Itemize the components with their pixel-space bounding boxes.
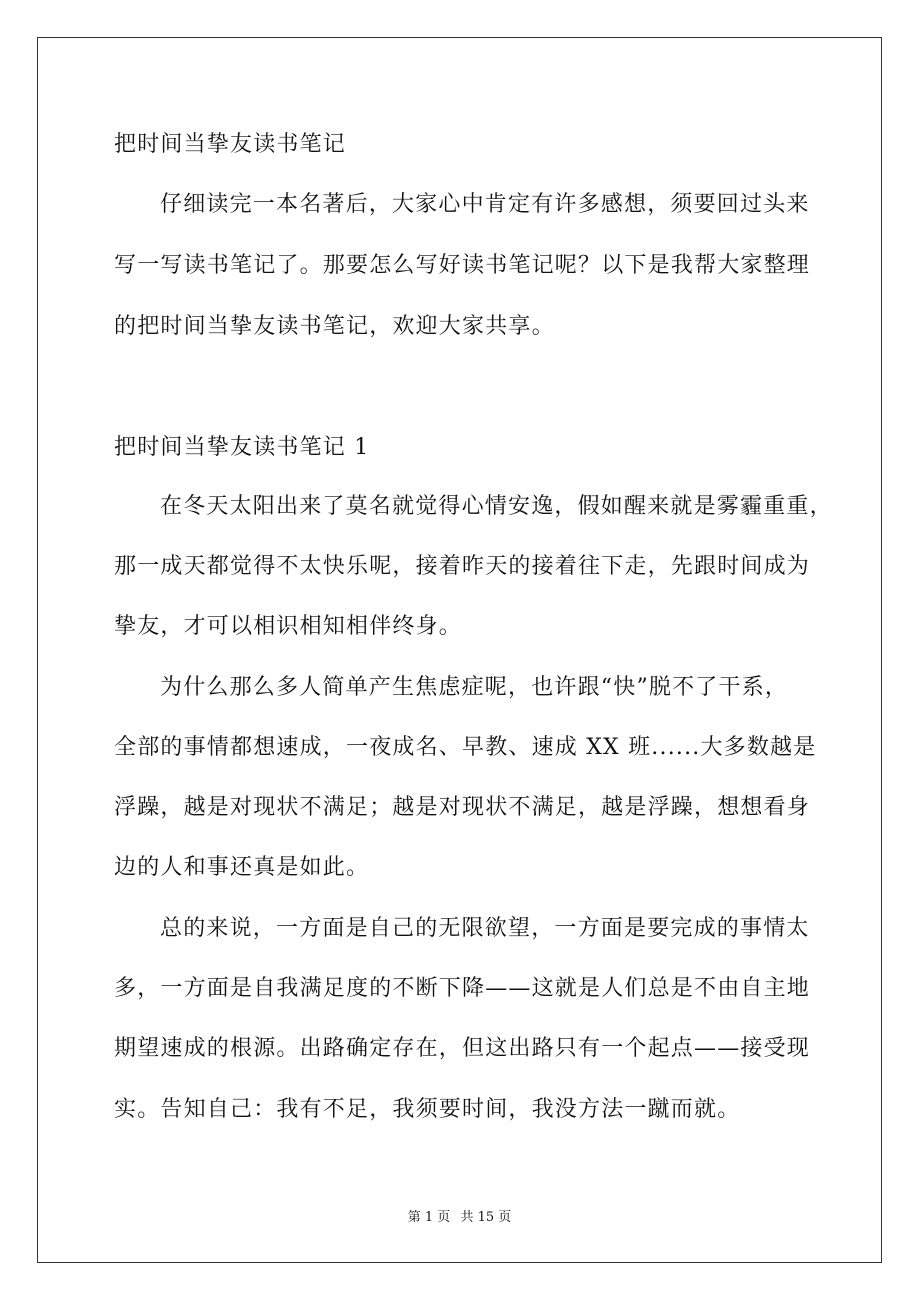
section-title: 把时间当挚友读书笔记 1 xyxy=(114,435,370,460)
page-footer xyxy=(38,1208,881,1228)
para3-line-2: 多，一方面是自我满足度的不断下降——这就是人们总是不由自主地 xyxy=(114,976,811,1001)
para1-line-2: 那一成天都觉得不太快乐呢，接着昨天的接着往下走，先跟时间成为 xyxy=(114,554,811,579)
para2-line-1: 为什么那么多人简单产生焦虑症呢，也许跟“快”脱不了干系， xyxy=(160,675,789,700)
intro-line-2: 写一写读书笔记了。那要怎么写好读书笔记呢？以下是我帮大家整理 xyxy=(114,253,811,278)
para3-line-4: 实。告知自己：我有不足，我须要时间，我没方法一蹴而就。 xyxy=(114,1097,741,1122)
document-title: 把时间当挚友读书笔记 xyxy=(114,132,347,157)
para2-line-3: 浮躁，越是对现状不满足；越是对现状不满足，越是浮躁，想想看身 xyxy=(114,795,811,820)
page-total: 共 15 页 xyxy=(460,1210,512,1225)
para1-line-1: 在冬天太阳出来了莫名就觉得心情安逸，假如醒来就是雾霾重重， xyxy=(160,494,833,519)
para3-line-3: 期望速成的根源。出路确定存在，但这出路只有一个起点——接受现 xyxy=(114,1036,811,1061)
para2-line-2: 全部的事情都想速成，一夜成名、早教、速成 XX 班......大多数越是 xyxy=(114,735,817,760)
intro-line-3: 的把时间当挚友读书笔记，欢迎大家共享。 xyxy=(114,314,555,339)
para1-line-3: 挚友，才可以相识相知相伴终身。 xyxy=(114,614,463,639)
page-number: 第 1 页 xyxy=(407,1210,451,1225)
para3-line-1: 总的来说，一方面是自己的无限欲望，一方面是要完成的事情太 xyxy=(160,916,810,941)
para2-line-4: 边的人和事还真是如此。 xyxy=(114,855,370,880)
intro-line-1: 仔细读完一本名著后，大家心中肯定有许多感想，须要回过头来 xyxy=(160,192,810,217)
document-page xyxy=(37,37,882,1263)
